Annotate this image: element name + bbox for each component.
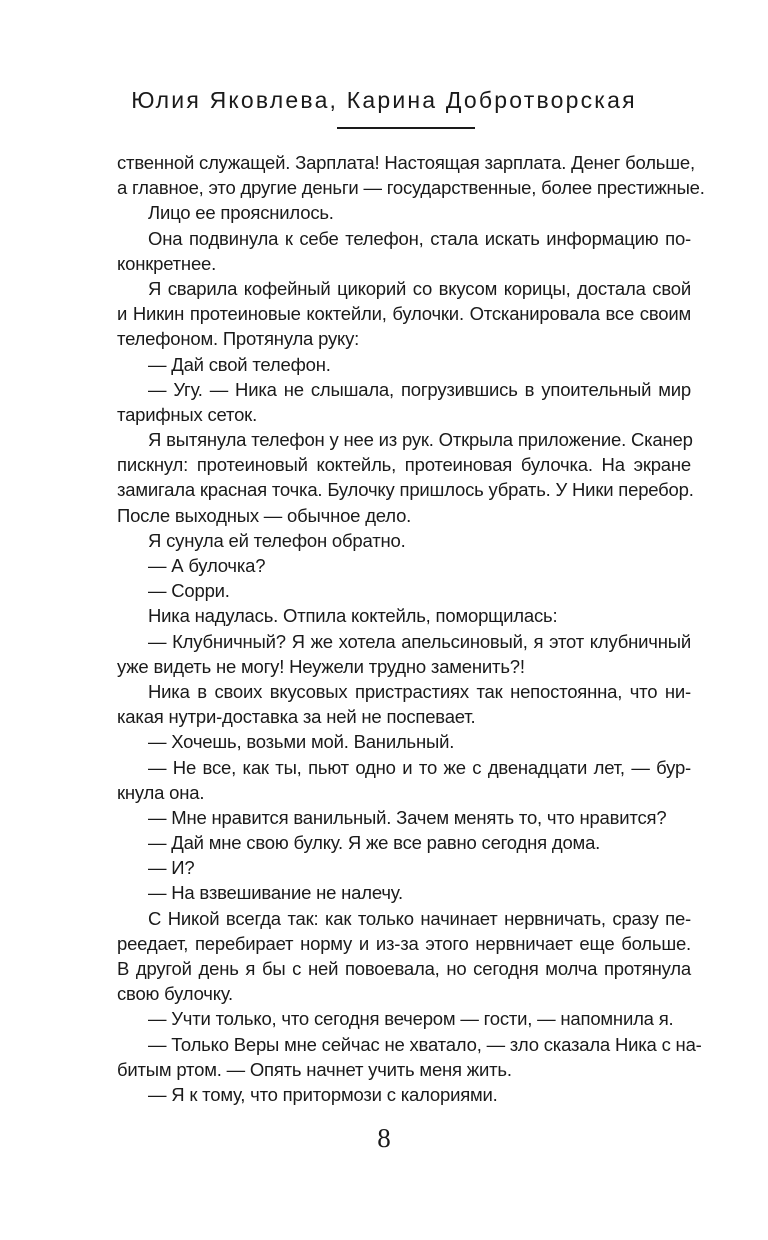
- text-line: — Сорри.: [148, 580, 230, 602]
- page-number: 8: [377, 1123, 391, 1153]
- text-line: Ника надулась. Отпила коктейль, поморщилась:: [148, 605, 558, 627]
- text-line: Лицо ее прояснилось.: [148, 202, 334, 224]
- text-line: Я сунула ей телефон обратно.: [148, 529, 406, 551]
- text-line: Ника в своих вкусовых пристрастиях так непостоянна, что ни-: [148, 680, 691, 702]
- text-line: какая нутри-доставка за ней не поспевает.: [117, 706, 476, 728]
- text-line: — Дай мне свою булку. Я же все равно сегодня дома.: [148, 832, 601, 854]
- text-line: пискнул: протеиновый коктейль, протеиновая булочка. На экране: [117, 454, 691, 476]
- text-line: — Не все, как ты, пьют одно и то же с двенадцати лет, — бур-: [148, 756, 691, 778]
- text-line: реедает, перебирает норму и из-за этого нервничает еще больше.: [117, 932, 691, 954]
- text-line: тарифных сеток.: [117, 403, 258, 425]
- text-line: кнула она.: [117, 781, 205, 803]
- text-line: Я сварила кофейный цикорий со вкусом корицы, достала свой: [148, 277, 691, 299]
- text-line: — Клубничный? Я же хотела апельсиновый, я этот клубничный: [148, 630, 691, 652]
- text-line: и Никин протеиновые коктейли, булочки. Отсканировала все своим: [117, 303, 691, 325]
- text-line: Я вытянула телефон у нее из рук. Открыла приложение. Сканер: [148, 429, 693, 451]
- text-line: ственной служащей. Зарплата! Настоящая зарплата. Денег больше,: [117, 152, 695, 173]
- text-line: уже видеть не могу! Неужели трудно заменить?!: [117, 655, 525, 677]
- text-line: — На взвешивание не налечу.: [148, 882, 403, 904]
- text-line: а главное, это другие деньги — государственные, более престижные.: [117, 177, 705, 199]
- text-line: — Только Веры мне сейчас не хватало, — зло сказала Ника с на-: [148, 1033, 702, 1055]
- text-line: В другой день я бы с ней повоевала, но сегодня молча протянула: [117, 958, 691, 979]
- text-line: свою булочку.: [117, 983, 233, 1005]
- text-line: После выходных — обычное дело.: [117, 504, 412, 526]
- text-line: — Я к тому, что притормози с калориями.: [148, 1083, 498, 1105]
- text-line: — Хочешь, возьми мой. Ванильный.: [148, 731, 455, 753]
- text-line: С Никой всегда так: как только начинает нервничать, сразу пе-: [148, 907, 691, 929]
- body-text: [117, 150, 705, 1107]
- text-line: конкретнее.: [117, 252, 217, 274]
- text-line: — А булочка?: [148, 555, 266, 576]
- text-line: — Угу. — Ника не слышала, погрузившись в упоительный мир: [148, 378, 691, 400]
- text-line: — Дай свой телефон.: [148, 353, 331, 375]
- text-line: битым ртом. — Опять начнет учить меня жить.: [117, 1058, 512, 1080]
- running-header-author: Юлия Яковлева, Карина Добротворская: [131, 87, 637, 113]
- text-line: телефоном. Протянула руку:: [117, 328, 360, 350]
- text-line: Она подвинула к себе телефон, стала искать информацию по-: [148, 227, 691, 249]
- text-line: — Мне нравится ванильный. Зачем менять то, что нравится?: [148, 806, 667, 828]
- text-line: — И?: [148, 857, 195, 879]
- header-rule: [337, 127, 475, 129]
- text-line: — Учти только, что сегодня вечером — гости, — напомнила я.: [148, 1008, 674, 1030]
- text-line: замигала красная точка. Булочку пришлось убрать. У Ники перебор.: [117, 479, 694, 501]
